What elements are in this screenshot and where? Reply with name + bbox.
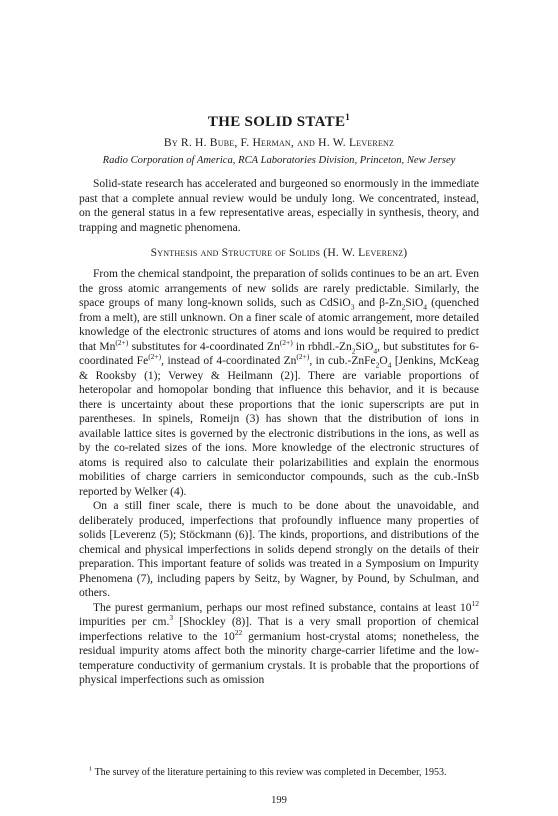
text-run: germanium host-crystal atoms; nonetheless, the residual impurity atoms affect both the minority charge-carrier lifetime and the low-temperature conductivity of germanium crystals. It is probable that the proportions of physical imperfections such as omission <box>79 630 479 686</box>
text-run: and β-Zn <box>354 297 402 309</box>
text-run: O <box>379 355 388 367</box>
superscript: 3 <box>169 613 174 623</box>
superscript: (2+) <box>115 337 129 347</box>
text-run: , instead of 4-coordinated Zn <box>161 355 297 367</box>
subscript: 3 <box>350 302 355 312</box>
author-line: By R. H. Bube, F. Herman, and H. W. Leverenz <box>163 136 395 149</box>
subscript: 2 <box>401 302 406 312</box>
text-run: substitutes for 4-coordinated Zn <box>128 340 280 353</box>
superscript: 12 <box>471 598 479 608</box>
page-number: 199 <box>271 795 287 806</box>
subscript: 4 <box>423 302 428 312</box>
text-run: From the chemical standpoint, the preparation of solids continues to be an art. Even the gross atomic arrangements of new solids are rarely predictable. Similarly, the space groups of many long-known solids, such as CdSiO <box>79 268 479 309</box>
affiliation-line: Radio Corporation of America, RCA Laboratories Division, Princeton, New Jersey <box>102 155 456 166</box>
section-body <box>79 267 479 688</box>
subscript: 2 <box>375 360 380 370</box>
subscript: 2 <box>351 345 356 355</box>
text-run: The purest germanium, perhaps our most refined substance, contains at least 10 <box>93 601 472 614</box>
subscript: 4 <box>387 360 392 370</box>
text-run: in rbhdl.-Zn <box>292 340 352 353</box>
text-run: [Shockley (8)]. That is a very small proportion of chemical imperfections relative to the 10 <box>79 616 479 643</box>
superscript: 22 <box>234 627 243 637</box>
superscript: (2+) <box>296 352 310 362</box>
text-run: SiO <box>355 340 374 353</box>
footnote-mark: 1 <box>89 765 93 773</box>
section-heading: Synthesis and Structure of Solids (H. W. Leverenz) <box>150 246 408 259</box>
subscript: 4 <box>373 345 378 355</box>
superscript: (2+) <box>279 337 293 347</box>
body-paragraph-2: On a still finer scale, there is much to be done about the unavoidable, and deliberately produced, imperfections that profoundly influence many properties of solids [Leverenz (5); Stöckmann (6)]. The kinds, proportions, and distributions of the chemical and physical imperfections in solids depend strongly on the details of their preparation. This important feature of solids was treated in a Symposium on Impurity Phenomena (7), including papers by Seitz, by Wagner, by Pound, by Schulman, and others. <box>79 500 479 599</box>
article-title-text: THE SOLID STATE <box>207 114 346 130</box>
intro-paragraph: Solid-state research has accelerated and burgeoned so enormously in the immediate past that a complete annual review would be unduly long. We concentrated, instead, on the general status in a few representative areas, especially in synthesis, theory, and trapping and magnetic phenomena. <box>79 178 479 234</box>
text-run: (quenched from a melt), are still unknown. On a finer scale of atomic arrangement, more detailed knowledge of the electronic structures of atoms and ions would be required to predict that Mn <box>79 297 479 353</box>
footnote <box>79 767 479 780</box>
text-run: , but substitutes for 6-coordinated Fe <box>79 340 480 367</box>
superscript: (2+) <box>148 352 162 362</box>
body-paragraph-3 <box>79 598 479 688</box>
text-run: impurities per cm. <box>79 616 170 628</box>
intro-section <box>79 177 479 235</box>
body-paragraph-1 <box>79 267 479 499</box>
text-run: , in cub.-ZnFe <box>309 355 376 367</box>
text-run: SiO <box>405 297 424 309</box>
text-run: [Jenkins, McKeag & Rooksby (1); Verwey & Heilmann (2)]. There are variable proportions of heteropolar and homopolar bonding that influence this behavior, and it is because there is uncertainty about these proportions that the ionic superscripts are put in parentheses. In spinels, Romeijn (3) has shown that the distribution of ions in available lattice sites is governed by the electronic distributions in the ions, as well as by the co-related sizes of the ions. More knowledge of the electronic structures of atoms is required also to calculate their polarizabilities and explain the enormous mobilities of charge carriers in semiconductor compounds, such as the cub.-InSb reported by Welker (4). <box>79 355 480 498</box>
title-footnote-mark: 1 <box>345 112 351 122</box>
article-title <box>0 112 558 131</box>
footnote-text: The survey of the literature pertaining to this review was completed in December, 1953. <box>92 767 447 778</box>
